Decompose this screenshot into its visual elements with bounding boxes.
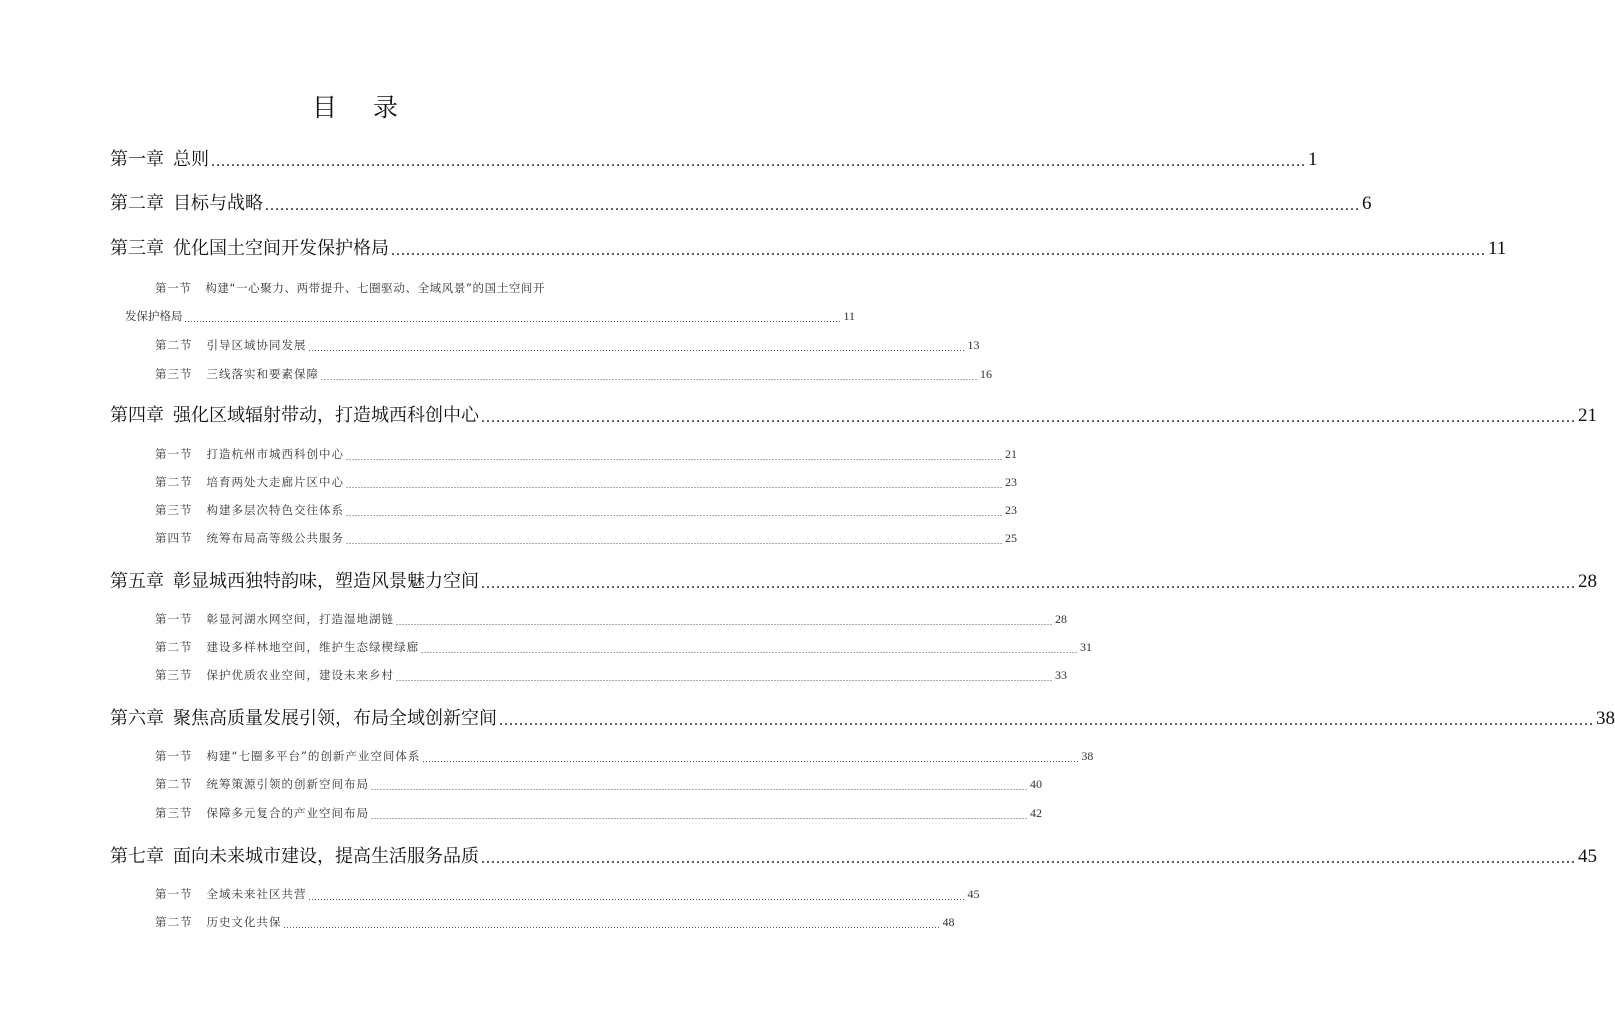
- toc-section-3-1-line1[interactable]: [155, 280, 616, 296]
- chapter-title: 聚焦高质量发展引领，布局全域创新空间: [173, 708, 497, 729]
- section-title: 保护优质农业空间，建设未来乡村: [206, 668, 394, 682]
- page-number: 28: [1055, 612, 1067, 626]
- leader-dots: ...........................................................................................................................................................................................................................: [371, 783, 1028, 792]
- section-number: 第二节: [155, 915, 193, 929]
- leader-dots: ...........................................................................................................................................................................................................................: [184, 315, 842, 324]
- leader-dots: ...........................................................................................................................................................................................................................: [391, 242, 1486, 259]
- toc-section-5-1[interactable]: [155, 611, 1067, 627]
- chapter-number: 第六章: [110, 708, 164, 729]
- section-title: 历史文化共保: [206, 915, 282, 929]
- section-number: 第二节: [155, 338, 193, 352]
- leader-dots: ...........................................................................................................................................................................................................................: [346, 537, 1003, 546]
- toc-section-3-2[interactable]: [155, 337, 980, 353]
- leader-dots: ...........................................................................................................................................................................................................................: [346, 453, 1003, 462]
- page-number: 38: [1081, 749, 1094, 763]
- page-number: 28: [1578, 571, 1597, 592]
- page-number: 33: [1055, 668, 1067, 682]
- page-number: 45: [967, 887, 980, 901]
- toc-section-5-2[interactable]: [155, 639, 1092, 655]
- chapter-number: 第二章: [110, 193, 164, 214]
- leader-dots: ...........................................................................................................................................................................................................................: [422, 755, 1080, 764]
- section-title: 培育两处大走廊片区中心: [206, 475, 344, 489]
- chapter-title: 优化国土空间开发保护格局: [173, 238, 389, 259]
- section-number: 第三节: [155, 503, 193, 517]
- toc-title: 目 录: [312, 93, 412, 122]
- section-number: 第一节: [155, 281, 192, 295]
- page-number: 21: [1005, 447, 1017, 461]
- leader-dots: ...........................................................................................................................................................................................................................: [321, 373, 978, 382]
- page-number: 11: [843, 309, 856, 323]
- page-number: 13: [967, 338, 980, 352]
- page-number: 1: [1308, 149, 1318, 170]
- leader-dots: ...........................................................................................................................................................................................................................: [308, 893, 966, 902]
- section-title: 建设多样林地空间，维护生态绿楔绿廊: [206, 640, 419, 654]
- leader-dots: ...........................................................................................................................................................................................................................: [481, 850, 1576, 867]
- toc-chapter-5[interactable]: [110, 567, 1597, 593]
- section-number: 第二节: [155, 640, 193, 654]
- leader-dots: ...........................................................................................................................................................................................................................: [481, 575, 1576, 592]
- toc-section-5-3[interactable]: [155, 667, 1067, 683]
- section-title: 打造杭州市城西科创中心: [206, 447, 344, 461]
- section-number: 第一节: [155, 749, 193, 763]
- section-title: 全域未来社区共营: [206, 887, 307, 901]
- leader-dots: ...........................................................................................................................................................................................................................: [211, 153, 1306, 170]
- toc-chapter-2[interactable]: [110, 189, 1372, 215]
- page-number: 48: [942, 915, 955, 929]
- toc-section-4-1[interactable]: [155, 446, 1017, 462]
- section-number: 第三节: [155, 806, 193, 820]
- section-title: 三线落实和要素保障: [206, 367, 319, 381]
- page-number: 40: [1030, 777, 1042, 791]
- chapter-title: 总则: [173, 149, 209, 170]
- chapter-number: 第一章: [110, 149, 164, 170]
- leader-dots: ...........................................................................................................................................................................................................................: [265, 197, 1360, 214]
- toc-section-7-1[interactable]: [155, 886, 980, 902]
- toc-section-3-1-line2[interactable]: [125, 308, 856, 324]
- section-number: 第二节: [155, 475, 193, 489]
- toc-section-4-3[interactable]: [155, 502, 1017, 518]
- toc-chapter-3[interactable]: [110, 234, 1507, 260]
- toc-section-6-2[interactable]: [155, 776, 1042, 792]
- chapter-title: 面向未来城市建设，提高生活服务品质: [173, 846, 479, 867]
- section-number: 第一节: [155, 447, 193, 461]
- section-number: 第一节: [155, 887, 193, 901]
- page-number: 11: [1488, 238, 1507, 259]
- leader-dots: ...........................................................................................................................................................................................................................: [283, 921, 941, 930]
- toc-section-6-3[interactable]: [155, 805, 1042, 821]
- section-title: 保障多元复合的产业空间布局: [206, 806, 369, 820]
- section-title: 引导区域协同发展: [206, 338, 307, 352]
- toc-chapter-4[interactable]: [110, 401, 1597, 427]
- toc-chapter-6[interactable]: [110, 704, 1615, 730]
- toc-section-3-3[interactable]: [155, 366, 992, 382]
- section-number: 第三节: [155, 668, 193, 682]
- page-number: 21: [1578, 405, 1597, 426]
- leader-dots: ...........................................................................................................................................................................................................................: [396, 674, 1053, 683]
- page-number: 42: [1030, 806, 1042, 820]
- page-number: 38: [1596, 708, 1615, 729]
- leader-dots: ...........................................................................................................................................................................................................................: [396, 618, 1053, 627]
- leader-dots: ...........................................................................................................................................................................................................................: [421, 646, 1078, 655]
- page-number: 6: [1362, 193, 1372, 214]
- toc-section-6-1[interactable]: [155, 748, 1094, 764]
- leader-dots: ...........................................................................................................................................................................................................................: [308, 344, 966, 353]
- chapter-number: 第七章: [110, 846, 164, 867]
- chapter-number: 第三章: [110, 238, 164, 259]
- section-number: 第四节: [155, 531, 193, 545]
- leader-dots: ...........................................................................................................................................................................................................................: [371, 812, 1028, 821]
- page-number: 45: [1578, 846, 1597, 867]
- section-title: 构建多层次特色交往体系: [206, 503, 344, 517]
- page-number: 31: [1080, 640, 1092, 654]
- section-title: 统筹布局高等级公共服务: [206, 531, 344, 545]
- toc-chapter-1[interactable]: [110, 145, 1318, 171]
- leader-dots: ...........................................................................................................................................................................................................................: [346, 481, 1003, 490]
- section-title: 统筹策源引领的创新空间布局: [206, 777, 369, 791]
- chapter-title: 彰显城西独特韵味，塑造风景魅力空间: [173, 571, 479, 592]
- section-title: 彰显河湖水网空间，打造湿地湖链: [206, 612, 394, 626]
- chapter-title: 强化区域辐射带动，打造城西科创中心: [173, 405, 479, 426]
- section-title-continued: 发保护格局: [125, 309, 183, 323]
- section-number: 第三节: [155, 367, 193, 381]
- leader-dots: ...........................................................................................................................................................................................................................: [346, 509, 1003, 518]
- toc-section-4-2[interactable]: [155, 474, 1017, 490]
- page-number: 23: [1005, 475, 1017, 489]
- leader-dots: ...........................................................................................................................................................................................................................: [499, 712, 1594, 729]
- page-number: 16: [980, 367, 992, 381]
- section-number: 第一节: [155, 612, 193, 626]
- section-number: 第二节: [155, 777, 193, 791]
- toc-section-4-4[interactable]: [155, 530, 1017, 546]
- section-title: 构建“七圈多平台”的创新产业空间体系: [206, 749, 421, 763]
- page-number: 23: [1005, 503, 1017, 517]
- chapter-number: 第四章: [110, 405, 164, 426]
- section-title: 构建“一心聚力、两带提升、七圈驱动、全域风景”的国土空间开: [205, 281, 546, 295]
- chapter-number: 第五章: [110, 571, 164, 592]
- toc-chapter-7[interactable]: [110, 842, 1597, 868]
- chapter-title: 目标与战略: [173, 193, 263, 214]
- leader-dots: ...........................................................................................................................................................................................................................: [481, 409, 1576, 426]
- toc-section-7-2[interactable]: [155, 914, 955, 930]
- page-number: 25: [1005, 531, 1017, 545]
